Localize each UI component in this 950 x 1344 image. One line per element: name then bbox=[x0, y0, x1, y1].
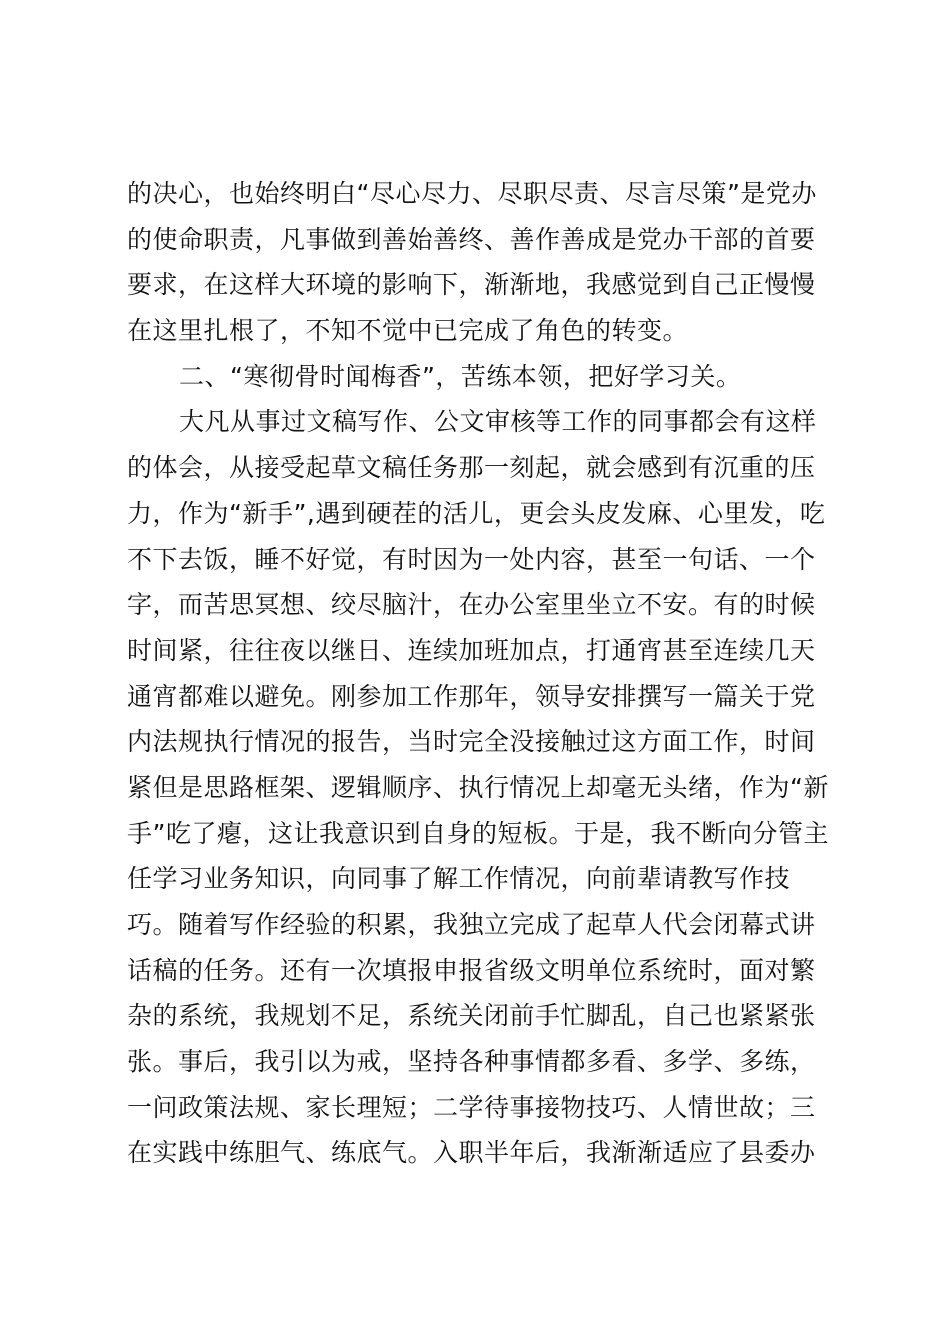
text-line: 手”吃了瘪，这让我意识到自身的短板。于是，我不断向分管主 bbox=[127, 818, 829, 848]
text-line: 杂的系统，我规划不足，系统关闭前手忙脚乱，自己也紧紧张 bbox=[127, 1001, 816, 1031]
text-line: 的使命职责，凡事做到善始善终、善作善成是党办干部的首要 bbox=[127, 224, 816, 254]
text-line: 的决心，也始终明白“尽心尽力、尽职尽责、尽言尽策”是党办 bbox=[127, 179, 817, 208]
text-line: 时间紧，往往夜以继日、连续加班加点，打通宵甚至连续几天 bbox=[127, 635, 816, 665]
text-line: 大凡从事过文稿写作、公文审核等工作的同事都会有这样 bbox=[179, 407, 817, 437]
text-line: 要求，在这样大环境的影响下，渐渐地，我感觉到自己正慢慢 bbox=[127, 270, 816, 300]
body-text bbox=[127, 171, 837, 1176]
text-line: 张。事后，我引以为戒，坚持各种事情都多看、多学、多练， bbox=[127, 1047, 816, 1077]
text-line: 一问政策法规、家长理短；二学待事接物技巧、人情世故；三 bbox=[127, 1092, 816, 1122]
text-line: 任学习业务知识，向同事了解工作情况，向前辈请教写作技 bbox=[127, 864, 791, 894]
text-line: 内法规执行情况的报告，当时完全没接触过这方面工作，时间 bbox=[127, 727, 816, 757]
text-line: 通宵都难以避免。刚参加工作那年，领导安排撰写一篇关于党 bbox=[127, 681, 816, 711]
text-line: 紧但是思路框架、逻辑顺序、执行情况上却毫无头绪，作为“新 bbox=[127, 772, 829, 802]
text-line: 不下去饭，睡不好觉，有时因为一处内容，甚至一句话、一个 bbox=[127, 544, 816, 574]
section-heading: 二、“寒彻骨时闻梅香”，苦练本领，把好学习关。 bbox=[179, 361, 742, 391]
text-line: 在实践中练胆气、练底气。入职半年后，我渐渐适应了县委办 bbox=[127, 1138, 816, 1168]
text-line: 字，而苦思冥想、绞尽脑汁，在办公室里坐立不安。有的时候 bbox=[127, 590, 816, 620]
text-line: 巧。随着写作经验的积累，我独立完成了起草人代会闭幕式讲 bbox=[127, 910, 816, 939]
text-line: 话稿的任务。还有一次填报申报省级文明单位系统时，面对繁 bbox=[127, 955, 816, 985]
text-line: 在这里扎根了，不知不觉中已完成了角色的转变。 bbox=[127, 316, 689, 346]
text-line: 力，作为“新手”,遇到硬茬的活儿，更会头皮发麻、心里发，吃 bbox=[127, 498, 826, 528]
text-line: 的体会，从接受起草文稿任务那一刻起，就会感到有沉重的压 bbox=[127, 453, 816, 483]
